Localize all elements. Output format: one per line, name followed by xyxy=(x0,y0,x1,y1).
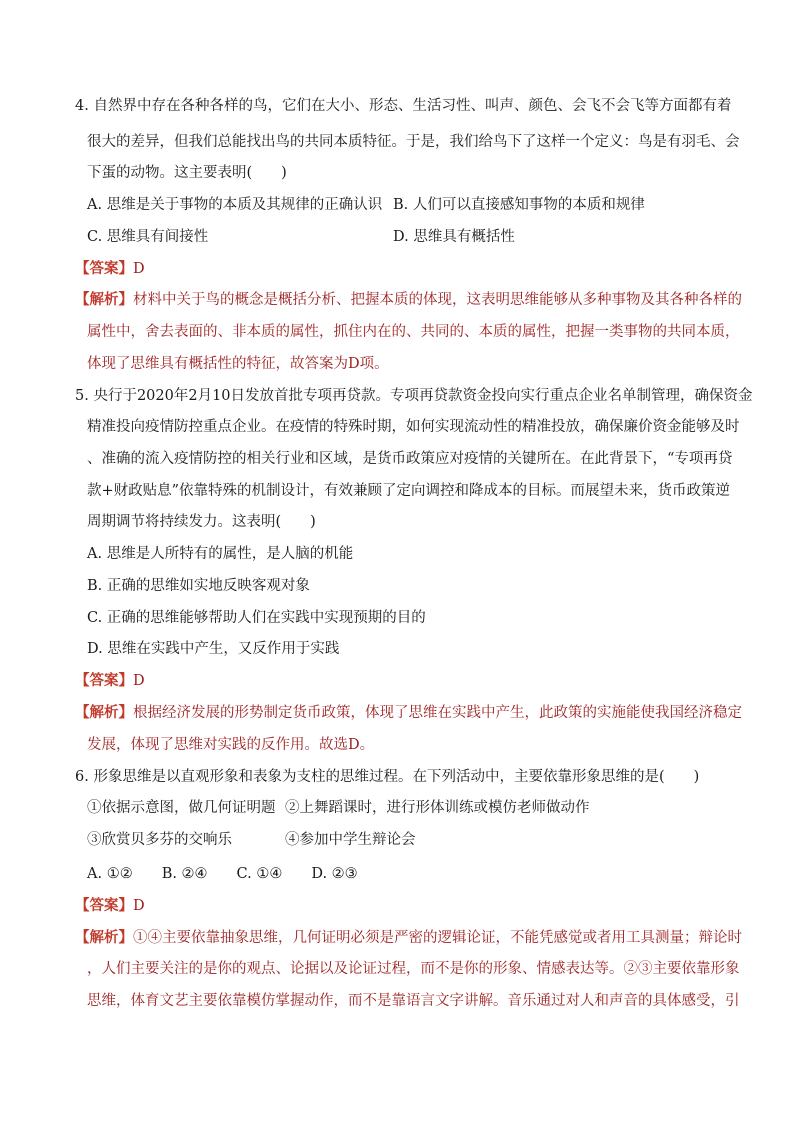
q5-option-b: B. 正确的思维如实地反映客观对象 xyxy=(87,578,310,594)
q5-stem-line-5: 周期调节将持续发力。这表明( ) xyxy=(87,514,316,530)
analysis-text: ①④主要依靠抽象思维，几何证明必须是严密的逻辑论证，不能凭感觉或者用工具测量；辩论时 xyxy=(133,930,742,946)
q6-items-row-1 xyxy=(0,792,794,824)
q5-analysis-line-1 xyxy=(0,697,794,729)
q5-option-d: D. 思维在实践中产生，又反作用于实践 xyxy=(87,641,340,657)
q5-option-c: C. 正确的思维能够帮助人们在实践中实现预期的目的 xyxy=(87,610,426,626)
q4-option-d: D. 思维具有概括性 xyxy=(393,229,515,245)
answer-tag: 【答案】 xyxy=(75,260,133,277)
q5-stem-line-4: 款+财政贴息”依靠特殊的机制设计，有效兼顾了定向调控和降成本的目标。而展望未来，货币政策逆 xyxy=(87,483,731,499)
answer-value: D xyxy=(133,261,145,277)
q4-option-c: C. 思维具有间接性 xyxy=(87,229,209,245)
q6-item-4: ④参加中学生辩论会 xyxy=(285,832,416,848)
answer-value: D xyxy=(133,673,145,689)
q6-choices: A. ①② B. ②④ C. ①④ D. ②③ xyxy=(87,866,358,882)
q4-analysis-line-2: 属性中，舍去表面的、非本质的属性，抓住内在的、共同的、本质的属性，把握一类事物的共同本质， xyxy=(87,324,740,340)
q4-option-a: A. 思维是关于事物的本质及其规律的正确认识 xyxy=(87,197,383,213)
q6-answer xyxy=(0,890,794,922)
analysis-tag: 【解析】 xyxy=(75,929,133,946)
q4-option-b: B. 人们可以直接感知事物的本质和规律 xyxy=(393,197,645,213)
answer-tag: 【答案】 xyxy=(75,672,133,689)
q6-analysis-line-1 xyxy=(0,922,794,954)
q5-option-a: A. 思维是人所特有的属性，是人脑的机能 xyxy=(87,546,354,562)
analysis-tag: 【解析】 xyxy=(75,291,133,308)
q6-items-row-2 xyxy=(0,824,794,856)
q5-analysis-line-2: 发展，体现了思维对实践的反作用。故选D。 xyxy=(87,737,375,753)
analysis-text: 材料中关于鸟的概念是概括分析、把握本质的体现，这表明思维能够从多种事物及其各种各样的 xyxy=(133,292,742,308)
answer-value: D xyxy=(133,898,145,914)
q4-analysis-line-1 xyxy=(0,284,794,316)
q6-item-2: ②上舞蹈课时，进行形体训练或模仿老师做动作 xyxy=(285,800,590,816)
q5-stem-line-3: 、准确的流入疫情防控的相关行业和区域，是货币政策应对疫情的关键所在。在此背景下，“专项再贷 xyxy=(87,451,733,467)
q4-option-row-1 xyxy=(0,189,794,221)
q5-answer xyxy=(0,665,794,697)
q4-stem-line-1: 4. 自然界中存在各种各样的鸟，它们在大小、形态、生活习性、叫声、颜色、会飞不会飞等方面都有着 xyxy=(75,98,732,114)
q6-analysis-line-3: 思维，体育文艺主要依靠模仿掌握动作，而不是靠语言文字讲解。音乐通过对人和声音的具体感受，引 xyxy=(87,993,740,1009)
q6-analysis-line-2: ，人们主要关注的是你的观点、论据以及论证过程，而不是你的形象、情感表达等。②③主要依靠形象 xyxy=(87,961,740,977)
q4-analysis-line-3: 体现了思维具有概括性的特征，故答案为D项。 xyxy=(87,356,389,372)
q5-stem-line-1: 5. 央行于2020年2月10日发放首批专项再贷款。专项再贷款资金投向实行重点企业名单制管理，确保资金 xyxy=(75,388,753,404)
analysis-tag: 【解析】 xyxy=(75,704,133,721)
q6-stem-line-1: 6. 形象思维是以直观形象和表象为支柱的思维过程。在下列活动中，主要依靠形象思维的是( ) xyxy=(75,769,700,785)
q4-answer xyxy=(0,253,794,285)
q5-stem-line-2: 精准投向疫情防控重点企业。在疫情的特殊时期，如何实现流动性的精准投放，确保廉价资金能够及时 xyxy=(87,419,740,435)
answer-tag: 【答案】 xyxy=(75,897,133,914)
q6-item-1: ①依据示意图，做几何证明题 xyxy=(87,800,276,816)
q4-stem-line-3: 下蛋的动物。这主要表明( ) xyxy=(87,165,287,181)
q4-option-row-2 xyxy=(0,221,794,253)
q6-item-3: ③欣赏贝多芬的交响乐 xyxy=(87,832,232,848)
analysis-text: 根据经济发展的形势制定货币政策，体现了思维在实践中产生，此政策的实施能使我国经济稳定 xyxy=(133,705,742,721)
q4-stem-line-2: 很大的差异，但我们总能找出鸟的共同本质特征。于是，我们给鸟下了这样一个定义：鸟是有羽毛、会 xyxy=(87,134,740,150)
